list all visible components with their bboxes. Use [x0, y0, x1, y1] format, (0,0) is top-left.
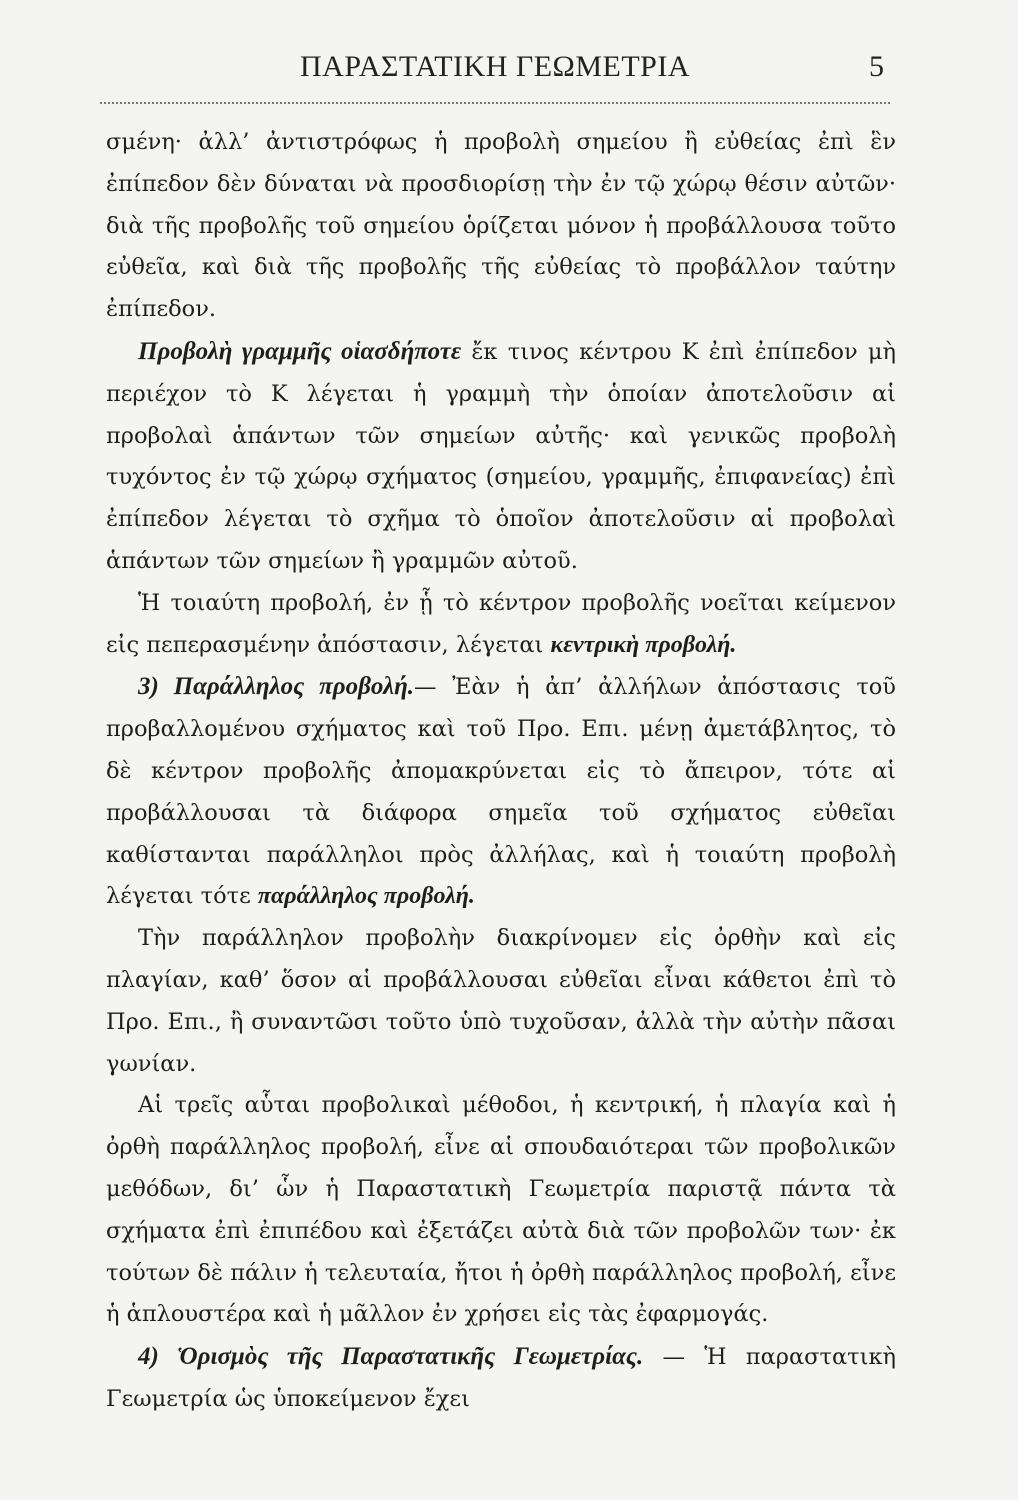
- paragraph-text: — Ἡ παραστατικὴ Γεωμετρία ὡς ὑποκείμενον ἔχει: [106, 1344, 896, 1412]
- paragraph-projection-of-line: [106, 331, 896, 583]
- term-central-projection: κεντρικὴ προβολή.: [550, 631, 737, 658]
- running-title: ΠΑΡΑΣΤΑΤΙΚΗ ΓΕΩΜΕΤΡΙΑ: [300, 50, 690, 83]
- paragraph-three-methods: Αἱ τρεῖς αὗται προβολικαὶ μέθοδοι, ἡ κεντρική, ἡ πλαγία καὶ ἡ ὀρθὴ παράλληλος προβολή, εἶνε αἱ σπουδαιότεραι τῶν προβολικῶν μεθόδων, δι’ ὧν ἡ Παραστατικὴ Γεωμετρία παριστᾷ πάντα τὰ σχήματα ἐπὶ ἐπιπέδου καὶ ἐξετάζει αὐτὰ διὰ τῶν προβολῶν των· ἐκ τούτων δὲ πάλιν ἡ τελευταία, ἤτοι ἡ ὀρθὴ παράλληλος προβολή, εἶνε ἡ ἁπλουστέρα καὶ ἡ μᾶλλον ἐν χρήσει εἰς τὰς ἐφαρμογάς.: [106, 1092, 896, 1328]
- heading-definition: 4) Ὁρισμὸς τῆς Παραστατικῆς Γεωμετρίας.: [138, 1343, 644, 1371]
- paragraph-orthogonal-oblique: Τὴν παράλληλον προβολὴν διακρίνομεν εἰς ὀρθὴν καὶ εἰς πλαγίαν, καθ’ ὅσον αἱ προβάλλουσαι εὐθεῖαι εἶναι κάθετοι ἐπὶ τὸ Προ. Επι., ἢ συναντῶσι τοῦτο ὑπὸ τυχοῦσαν, ἀλλὰ τὴν αὐτὴν πᾶσαι γωνίαν.: [106, 925, 896, 1077]
- paragraph-parallel-projection: [106, 666, 896, 918]
- paragraph-text: ἔκ τινος κέντρου Κ ἐπὶ ἐπίπεδον μὴ περιέχον τὸ Κ λέγεται ἡ γραμμὴ τὴν ὁποίαν ἀποτελοῦσιν αἱ προβολαὶ ἁπάντων τῶν σημείων αὐτῆς· καὶ γενικῶς προβολὴ τυχόντος ἐν τῷ χώρῳ σχήματος (σημείου, γραμμῆς, ἐπιφανείας) ἐπὶ ἐπίπεδον λέγεται τὸ σχῆμα τὸ ὁποῖον ἀποτελοῦσιν αἱ προβολαὶ ἁπάντων τῶν σημείων ἢ γραμμῶν αὐτοῦ.: [106, 338, 896, 574]
- running-header: [100, 44, 890, 94]
- body-text: [106, 122, 896, 1421]
- heading-projection-of-line: Προβολὴ γραμμῆς οἱασδήποτε: [138, 337, 462, 365]
- term-parallel-projection: παράλληλος προβολή.: [257, 883, 475, 910]
- header-dotted-rule: [100, 102, 890, 104]
- heading-parallel-projection: 3) Παράλληλος προβολή.: [138, 673, 415, 701]
- paragraph-text: — Ἐὰν ἡ ἀπ’ ἀλλήλων ἀπόστασις τοῦ προβαλλομένου σχήματος καὶ τοῦ Προ. Επι. μένῃ ἀμετάβλητος, τὸ δὲ κέντρον προβολῆς ἀπομακρύνεται εἰς τὸ ἄπειρον, τότε αἱ προβάλλουσαι τὰ διάφορα σημεῖα τοῦ σχήματος εὐθεῖαι καθίστανται παράλληλοι πρὸς ἀλλήλας, καὶ ἡ τοιαύτη προβολὴ λέγεται τότε: [106, 674, 896, 910]
- paragraph-central-projection: [106, 583, 896, 667]
- page-number: 5: [869, 50, 884, 83]
- paragraph-continuation: σμένη· ἀλλ’ ἀντιστρόφως ἡ προβολὴ σημείου ἢ εὐθείας ἐπὶ ἓν ἐπίπεδον δὲν δύναται νὰ προσδιορίσῃ τὴν ἐν τῷ χώρῳ θέσιν αὐτῶν· διὰ τῆς προβολῆς τοῦ σημείου ὁρίζεται μόνον ἡ προβάλλουσα τοῦτο εὐθεῖα, καὶ διὰ τῆς προβολῆς τῆς εὐθείας τὸ προβάλλον ταύτην ἐπίπεδον.: [106, 129, 896, 323]
- paragraph-text: Ἡ τοιαύτη προβολή, ἐν ᾗ τὸ κέντρον προβολῆς νοεῖται κείμενον εἰς πεπερασμένην ἀπόστασιν, λέγεται: [106, 589, 896, 658]
- paragraph-definition: [106, 1336, 896, 1421]
